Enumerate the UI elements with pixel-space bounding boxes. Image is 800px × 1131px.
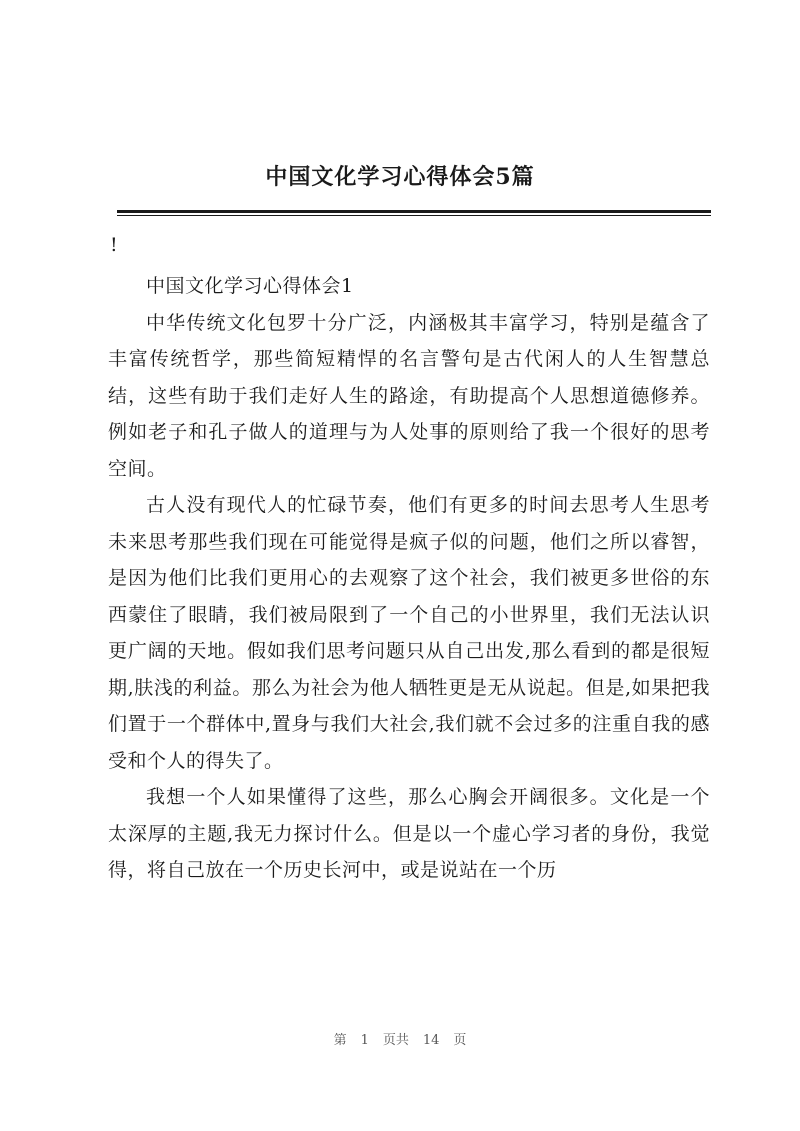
paragraph-1: 中华传统文化包罗十分广泛，内涵极其丰富学习，特别是蕴含了丰富传统哲学，那些简短精悍的名言警句是古代闲人的人生智慧总结，这些有助于我们走好人生的路途，有助提高个人思想道德修养。例如老子和孔子做人的道理与为人处事的原则给了我一个很好的思考空间。 <box>108 311 710 480</box>
page-number: 1 <box>360 1033 369 1048</box>
title-divider-thick <box>117 210 711 213</box>
page-total: 14 <box>422 1033 440 1048</box>
page-footer <box>0 1032 800 1050</box>
title-divider-thin <box>117 215 711 216</box>
document-body <box>108 268 710 889</box>
footer-prefix: 第 <box>333 1033 347 1048</box>
paragraph-2: 古人没有现代人的忙碌节奏，他们有更多的时间去思考人生思考未来思考那些我们现在可能觉得是疯子似的问题，他们之所以睿智，是因为他们比我们更用心的去观察了这个社会，我们被更多世俗的东西蒙住了眼睛，我们被局限到了一个自己的小世界里，我们无法认识更广阔的天地。假如我们思考问题只从自己出发,那么看到的都是很短期,肤浅的利益。那么为社会为他人牺牲更是无从说起。但是,如果把我们置于一个群体中,置身与我们大社会,我们就不会过多的注重自我的感受和个人的得失了。 <box>108 494 710 772</box>
footer-middle: 页共 <box>382 1033 409 1048</box>
exclamation-mark: ! <box>110 234 118 256</box>
footer-suffix: 页 <box>453 1033 467 1048</box>
section-heading: 中国文化学习心得体会1 <box>146 275 354 297</box>
document-title: 中国文化学习心得体会5篇 <box>265 164 535 190</box>
paragraph-3: 我想一个人如果懂得了这些，那么心胸会开阔很多。文化是一个太深厚的主题,我无力探讨什么。但是以一个虚心学习者的身份，我觉得，将自己放在一个历史长河中，或是说站在一个历 <box>108 786 710 881</box>
